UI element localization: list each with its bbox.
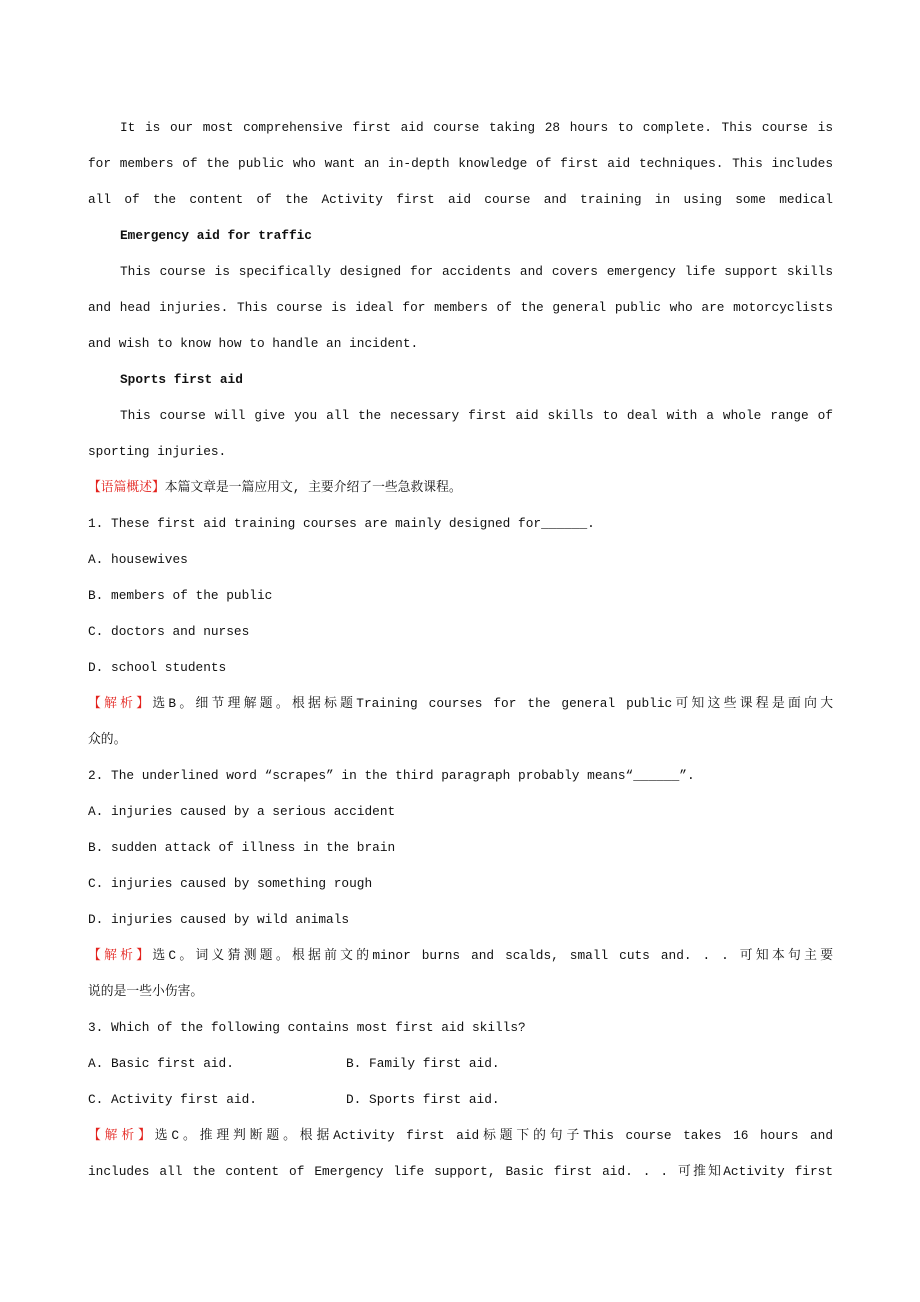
section-heading: Emergency aid for traffic <box>120 228 312 243</box>
analysis-label: 【解析】 <box>88 1128 155 1143</box>
option: C. doctors and nurses <box>88 624 250 639</box>
analysis-text: 选C。推理判断题。根据Activity first aid标题下的句子This course takes 16 hours and <box>154 1128 833 1143</box>
paragraph-line: all of the content of the Activity first aid course and training in using some medical <box>88 192 833 207</box>
paragraph-line: sporting injuries. <box>88 444 227 459</box>
paragraph-line: This course will give you all the necessary first aid skills to deal with a whole range of <box>120 408 833 423</box>
question-stem: 3. Which of the following contains most first aid skills? <box>88 1020 526 1035</box>
option-row <box>88 1046 833 1082</box>
option: A. housewives <box>88 552 188 567</box>
analysis-line: 说的是一些小伤害。 <box>88 984 204 999</box>
analysis <box>88 938 833 974</box>
paragraph-line: and head injuries. This course is ideal for members of the general public who are motorcyclists <box>88 300 833 315</box>
option: D. Sports first aid. <box>346 1092 500 1107</box>
option-row <box>88 1082 833 1118</box>
paragraph-line: for members of the public who want an in-depth knowledge of first aid techniques. This includes <box>88 156 833 171</box>
option: A. injuries caused by a serious accident <box>88 804 396 819</box>
option: C. Activity first aid. <box>88 1092 257 1107</box>
option: B. sudden attack of illness in the brain <box>88 840 396 855</box>
question-stem: 1. These first aid training courses are mainly designed for______. <box>88 516 595 531</box>
option: B. Family first aid. <box>346 1056 500 1071</box>
analysis-line: 众的。 <box>88 732 127 747</box>
analysis-text: 选C。词义猜测题。根据前文的minor burns and scalds, small cuts and. . . 可知本句主要 <box>152 948 833 963</box>
summary-text: 本篇文章是一篇应用文, 主要介绍了一些急救课程。 <box>164 480 462 495</box>
analysis-label: 【解析】 <box>88 696 153 711</box>
option: A. Basic first aid. <box>88 1056 234 1071</box>
summary-label: 【语篇概述】 <box>88 480 165 495</box>
analysis-label: 【解析】 <box>88 948 153 963</box>
analysis-line: includes all the content of Emergency life support, Basic first aid. . . 可推知Activity first <box>88 1164 833 1179</box>
paragraph-line: It is our most comprehensive first aid course taking 28 hours to complete. This course is <box>120 120 833 135</box>
option: D. school students <box>88 660 227 675</box>
question-stem: 2. The underlined word “scrapes” in the third paragraph probably means“______”. <box>88 768 695 783</box>
summary <box>88 470 833 506</box>
document-page <box>88 110 833 1190</box>
analysis-text: 选B。细节理解题。根据标题Training courses for the general public可知这些课程是面向大 <box>152 696 833 711</box>
option: C. injuries caused by something rough <box>88 876 373 891</box>
analysis <box>88 686 833 722</box>
option: D. injuries caused by wild animals <box>88 912 350 927</box>
paragraph-line: and wish to know how to handle an incident. <box>88 336 419 351</box>
section-heading: Sports first aid <box>120 372 243 387</box>
paragraph-line: This course is specifically designed for accidents and covers emergency life support skills <box>120 264 833 279</box>
option: B. members of the public <box>88 588 273 603</box>
analysis <box>88 1118 833 1154</box>
